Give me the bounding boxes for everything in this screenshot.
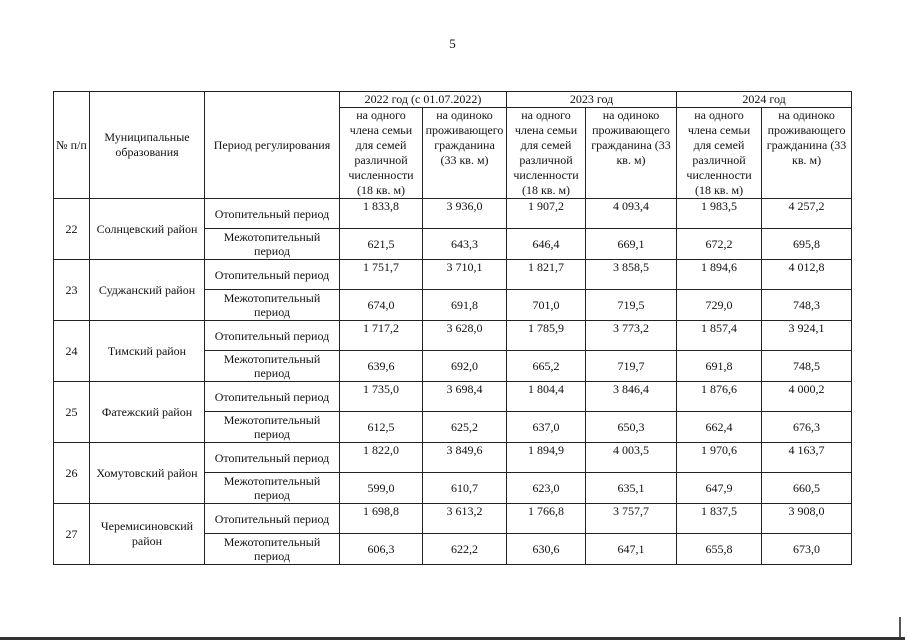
value-cell: 4 000,2 (762, 382, 852, 412)
period-heating: Отопительный период (205, 199, 340, 229)
period-non-heating: Межотопительный период (205, 534, 340, 565)
subheader-family-2024: на одного члена семьи для семей различной численности (18 кв. м) (677, 108, 762, 199)
value-cell: 729,0 (677, 290, 762, 321)
row-number: 24 (54, 321, 90, 382)
value-cell: 3 846,4 (586, 382, 677, 412)
table-row (54, 443, 852, 473)
header-year-2024: 2024 год (677, 92, 852, 108)
value-cell: 669,1 (586, 229, 677, 260)
value-cell: 1 751,7 (340, 260, 423, 290)
tariff-table (53, 91, 852, 565)
value-cell: 3 613,2 (423, 504, 507, 534)
row-number: 26 (54, 443, 90, 504)
value-cell: 1 857,4 (677, 321, 762, 351)
value-cell: 647,1 (586, 534, 677, 565)
header-municipality: Муниципальные образования (90, 92, 205, 199)
value-cell: 1 876,6 (677, 382, 762, 412)
value-cell: 701,0 (507, 290, 586, 321)
value-cell: 1 821,7 (507, 260, 586, 290)
value-cell: 650,3 (586, 412, 677, 443)
value-cell: 4 012,8 (762, 260, 852, 290)
value-cell: 691,8 (677, 351, 762, 382)
table-row (54, 260, 852, 290)
value-cell: 3 908,0 (762, 504, 852, 534)
value-cell: 691,8 (423, 290, 507, 321)
header-number: № п/п (54, 92, 90, 199)
value-cell: 660,5 (762, 473, 852, 504)
value-cell: 646,4 (507, 229, 586, 260)
subheader-family-2022: на одного члена семьи для семей различной численности (18 кв. м) (340, 108, 423, 199)
value-cell: 622,2 (423, 534, 507, 565)
value-cell: 625,2 (423, 412, 507, 443)
value-cell: 4 093,4 (586, 199, 677, 229)
municipality-name: Солнцевский район (90, 199, 205, 260)
period-heating: Отопительный период (205, 260, 340, 290)
value-cell: 4 257,2 (762, 199, 852, 229)
value-cell: 1 970,6 (677, 443, 762, 473)
subheader-single-2023: на одиноко проживающего гражданина (33 кв. м) (586, 108, 677, 199)
value-cell: 719,7 (586, 351, 677, 382)
value-cell: 748,3 (762, 290, 852, 321)
value-cell: 1 804,4 (507, 382, 586, 412)
period-heating: Отопительный период (205, 321, 340, 351)
table-body (54, 199, 852, 565)
value-cell: 639,6 (340, 351, 423, 382)
value-cell: 719,5 (586, 290, 677, 321)
value-cell: 3 936,0 (423, 199, 507, 229)
value-cell: 1 983,5 (677, 199, 762, 229)
value-cell: 674,0 (340, 290, 423, 321)
value-cell: 673,0 (762, 534, 852, 565)
municipality-name: Черемисиновский район (90, 504, 205, 565)
period-non-heating: Межотопительный период (205, 229, 340, 260)
value-cell: 4 003,5 (586, 443, 677, 473)
value-cell: 1 735,0 (340, 382, 423, 412)
value-cell: 1 837,5 (677, 504, 762, 534)
tariff-table-container (53, 91, 851, 565)
municipality-name: Фатежский район (90, 382, 205, 443)
value-cell: 662,4 (677, 412, 762, 443)
header-period: Период регулирования (205, 92, 340, 199)
value-cell: 748,5 (762, 351, 852, 382)
table-row (54, 382, 852, 412)
value-cell: 606,3 (340, 534, 423, 565)
value-cell: 599,0 (340, 473, 423, 504)
value-cell: 630,6 (507, 534, 586, 565)
table-header (54, 92, 852, 199)
value-cell: 1 894,6 (677, 260, 762, 290)
row-number: 22 (54, 199, 90, 260)
value-cell: 3 757,7 (586, 504, 677, 534)
period-heating: Отопительный период (205, 382, 340, 412)
row-number: 27 (54, 504, 90, 565)
value-cell: 655,8 (677, 534, 762, 565)
row-number: 25 (54, 382, 90, 443)
value-cell: 3 628,0 (423, 321, 507, 351)
period-non-heating: Межотопительный период (205, 351, 340, 382)
value-cell: 623,0 (507, 473, 586, 504)
value-cell: 3 849,6 (423, 443, 507, 473)
municipality-name: Хомутовский район (90, 443, 205, 504)
value-cell: 3 698,4 (423, 382, 507, 412)
municipality-name: Тимский район (90, 321, 205, 382)
value-cell: 1 766,8 (507, 504, 586, 534)
period-heating: Отопительный период (205, 443, 340, 473)
period-heating: Отопительный период (205, 504, 340, 534)
table-row (54, 199, 852, 229)
value-cell: 4 163,7 (762, 443, 852, 473)
header-year-2023: 2023 год (507, 92, 677, 108)
value-cell: 3 924,1 (762, 321, 852, 351)
period-non-heating: Межотопительный период (205, 412, 340, 443)
value-cell: 647,9 (677, 473, 762, 504)
value-cell: 665,2 (507, 351, 586, 382)
value-cell: 1 698,8 (340, 504, 423, 534)
value-cell: 692,0 (423, 351, 507, 382)
value-cell: 695,8 (762, 229, 852, 260)
page-number: 5 (449, 36, 456, 51)
value-cell: 635,1 (586, 473, 677, 504)
value-cell: 1 833,8 (340, 199, 423, 229)
header-year-2022: 2022 год (с 01.07.2022) (340, 92, 507, 108)
subheader-single-2022: на одиноко проживающего гражданина (33 кв. м) (423, 108, 507, 199)
value-cell: 1 717,2 (340, 321, 423, 351)
value-cell: 612,5 (340, 412, 423, 443)
scan-mark (899, 617, 901, 637)
table-row (54, 504, 852, 534)
value-cell: 672,2 (677, 229, 762, 260)
municipality-name: Суджанский район (90, 260, 205, 321)
period-non-heating: Межотопительный период (205, 473, 340, 504)
subheader-single-2024: на одиноко проживающего гражданина (33 кв. м) (762, 108, 852, 199)
row-number: 23 (54, 260, 90, 321)
value-cell: 621,5 (340, 229, 423, 260)
value-cell: 1 785,9 (507, 321, 586, 351)
value-cell: 676,3 (762, 412, 852, 443)
value-cell: 637,0 (507, 412, 586, 443)
value-cell: 1 894,9 (507, 443, 586, 473)
table-row (54, 321, 852, 351)
value-cell: 1 907,2 (507, 199, 586, 229)
value-cell: 3 858,5 (586, 260, 677, 290)
value-cell: 3 773,2 (586, 321, 677, 351)
value-cell: 1 822,0 (340, 443, 423, 473)
value-cell: 643,3 (423, 229, 507, 260)
subheader-family-2023: на одного члена семьи для семей различной численности (18 кв. м) (507, 108, 586, 199)
period-non-heating: Межотопительный период (205, 290, 340, 321)
value-cell: 3 710,1 (423, 260, 507, 290)
value-cell: 610,7 (423, 473, 507, 504)
